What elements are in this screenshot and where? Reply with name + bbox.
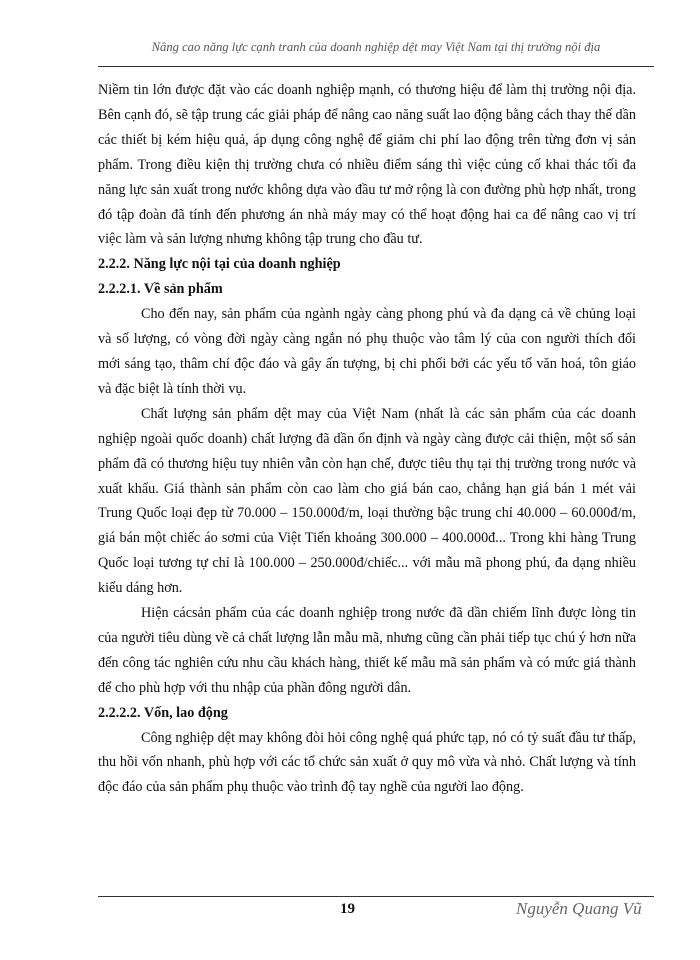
paragraph-product-quality: Chất lượng sản phẩm dệt may của Việt Nam (nhất là các sản phẩm của các doanh nghiệp ngoài quốc doanh) chất lượng đã dần ổn định và ngày càng được cải thiện, một số sản phẩm đã có thương hiệu tuy nhiên vẫn còn hạn chế, được tiêu thụ tại thị trường trong nước và xuất khẩu. Giá thành sản phẩm còn cao làm cho giá bán cao, chẳng hạn giá bán 1 mét vải Trung Quốc loại đẹp từ 70.000 – 150.000đ/m, loại thường bậc trung chỉ 40.000 – 60.000đ/m, giá bán một chiếc áo sơmi của Việt Tiến khoảng 300.000 – 400.000đ... Trong khi hàng Trung Quốc loại tương tự chỉ là 100.000 – 250.000đ/chiếc... với mẫu mã phong phú, đa dạng nhiều kiểu dáng hơn. [98, 405, 636, 597]
page-number: 19 [340, 901, 355, 917]
subsection-heading-capital-labor: 2.2.2.2. Vốn, lao động [98, 704, 228, 721]
paragraph-product-variety: Cho đến nay, sản phẩm của ngành ngày càng phong phú và đa dạng cả về chủng loại và số lượng, có vòng đời ngày càng ngắn nó phụ thuộc vào tâm lý của con người thích đổi mới sáng tạo, thâm chí độc đáo và gây ấn tượng, bị chi phối bởi các yếu tố văn hoá, tôn giáo và đặc biệt là tính thời vụ. [98, 306, 636, 397]
subsection-heading-products: 2.2.2.1. Về sản phẩm [98, 281, 223, 298]
paragraph-capital-labor: Công nghiệp dệt may không đòi hỏi công nghệ quá phức tạp, nó có tỷ suất đầu tư thấp, thu hồi vốn nhanh, phù hợp với các tổ chức sản xuất ở quy mô vừa và nhỏ. Chất lượng và tính độc đáo của sản phẩm phụ thuộc vào trình độ tay nghề của người lao động. [98, 729, 636, 796]
intro-paragraph: Niềm tin lớn được đặt vào các doanh nghiệp mạnh, có thương hiệu để làm thị trường nội địa. Bên cạnh đó, sẽ tập trung các giải pháp để nâng cao năng suất lao động bằng cách thay thế dần các thiết bị kém hiệu quả, áp dụng công nghệ để giảm chi phí lao động trên từng đơn vị sản phẩm. Trong điều kiện thị trường chưa có nhiều điểm sáng thì việc củng cố khai thác tối đa năng lực sản xuất trong nước không dựa vào đầu tư mở rộng là con đường phù hợp nhất, trong đó tập đoàn đã tính đến phương án nhà máy may có thể hoạt động hai ca để nâng cao vị trí việc làm và sản lượng nhưng không tập trung cho đầu tư. [98, 82, 636, 248]
footer-divider [98, 896, 654, 897]
header-divider [98, 66, 654, 67]
body-text [98, 78, 636, 800]
paragraph-consumer-trust: Hiện cácsản phẩm của các doanh nghiệp trong nước đã dần chiếm lĩnh được lòng tin của người tiêu dùng về cả chất lượng lẫn mẫu mã, nhưng cũng cần phải tiếp tục chú ý hơn nữa đến công tác nghiên cứu nhu cầu khách hàng, thiết kế mẫu mã sản phẩm và có mức giá thành để cho phù hợp với thu nhập của phần đông người dân. [98, 605, 636, 696]
section-heading-2-2-2: 2.2.2. Năng lực nội tại của doanh nghiệp [98, 256, 341, 273]
author-name: Nguyễn Quang Vũ [516, 899, 642, 918]
running-header: Nâng cao năng lực cạnh tranh của doanh nghiệp dệt may Việt Nam tại thị trường nội địa [151, 40, 601, 54]
